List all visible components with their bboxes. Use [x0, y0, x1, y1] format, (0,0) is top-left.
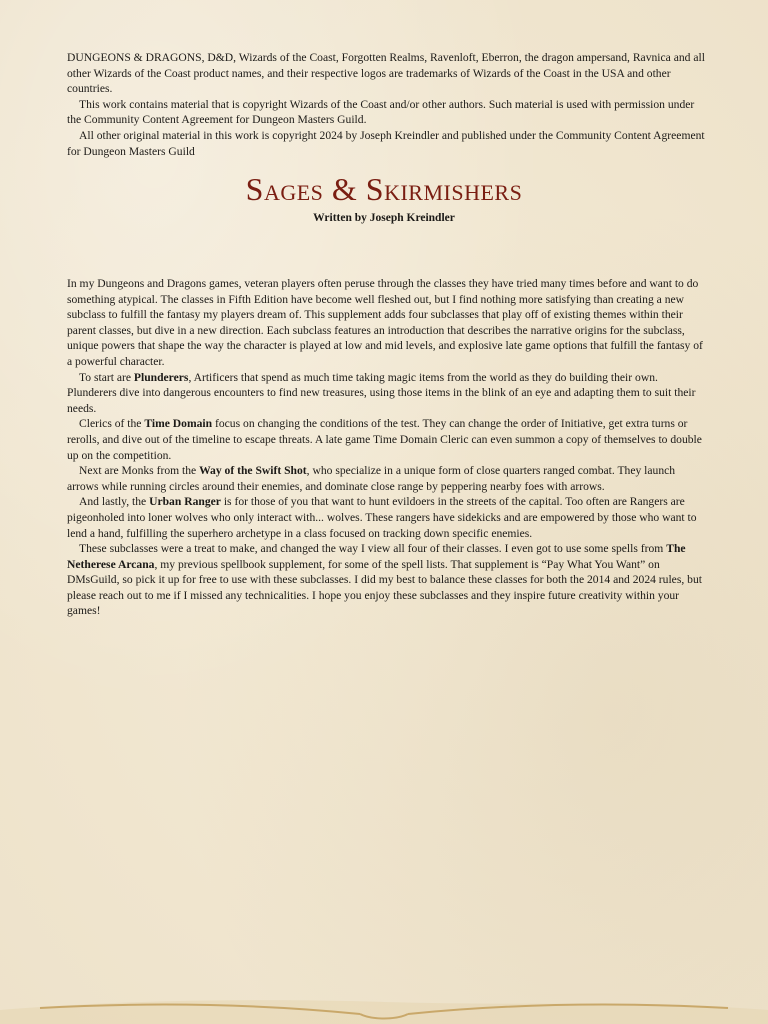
trademark-notice: DUNGEONS & DRAGONS, D&D, Wizards of the Coast, Forgotten Realms, Ravenloft, Eberron, the dragon ampersand, Ravnica and all other Wizards of the Coast product names, and their respective logos are trademarks of Wizards of the Coast in the USA and other countries. [67, 51, 705, 96]
paragraph-text: is for those of you that want to hunt evildoers in the streets of the capital. Too often are Rangers are pigeonholed into loner wolves who only interact with... wolves. These rangers have sidekicks and are empowered by those who want to lend a hand, fulfilling the superhero archetype in a class focused on tracking down specific enemies. [67, 495, 697, 540]
urban-ranger-paragraph [67, 494, 707, 541]
paragraph-text: These subclasses were a treat to make, and changed the way I view all four of their classes. I even got to use some spells from [79, 542, 667, 556]
subclass-name-swift-shot: Way of the Swift Shot [199, 464, 307, 478]
paragraph-text: Clerics of the [79, 417, 145, 431]
closing-paragraph [67, 541, 707, 619]
author-byline: Written by Joseph Kreindler [313, 212, 455, 224]
introduction-body [67, 276, 707, 619]
intro-paragraph: In my Dungeons and Dragons games, veteran players often peruse through the classes they have tried many times before and want to do something atypical. The classes in Fifth Edition have become well fleshed out, but I find nothing more satisfying than creating a new subclass to fulfill the fantasy my players dream of. This supplement adds four subclasses that play off of existing themes within their parent classes, but dive in a new direction. Each subclass features an introduction that describes the narrative origins for the subclass, unique powers that shape the way the character is played at low and mid levels, and explosive late game options that fulfill the fantasy of a powerful character. [67, 277, 703, 368]
legal-notice [67, 50, 707, 159]
paragraph-text: To start are [79, 370, 134, 384]
subclass-name-plunderers: Plunderers [133, 370, 189, 384]
paragraph-text: And lastly, the [79, 495, 150, 509]
time-domain-paragraph [67, 416, 707, 463]
paragraph-text: , my previous spellbook supplement, for some of the spell lists. That supplement is “Pay What You Want” on DMsGuild, so pick it up for free to use with these subclasses. I did my best to balance these classes for both the 2014 and 2024 rules, but please reach out to me if I missed any technicalities. I hope you enjoy these subclasses and they inspire future creativity within your games! [67, 557, 702, 618]
paragraph-text: Next are Monks from the [79, 464, 200, 478]
document-title: Sages & Skirmishers [245, 171, 523, 207]
footer-ornament [0, 990, 768, 1024]
paragraph-text: focus on changing the conditions of the test. They can change the order of Initiative, get extra turns or rerolls, and dive out of the timeline to escape threats. A late game Time Domain Cleric can even summon a copy of themselves to double up on the competition. [67, 417, 702, 462]
footer-swoosh [0, 1000, 768, 1024]
wotc-copyright-notice: This work contains material that is copyright Wizards of the Coast and/or other authors. Such material is used with permission under the Community Content Agreement for Dungeon Masters Guild. [67, 97, 695, 127]
swift-shot-paragraph [67, 463, 707, 494]
paragraph-text: , Artificers that spend as much time taking magic items from the world as they do building their own. Plunderers dive into dangerous encounters to find new treasures, using those items in the blink of an eye and adapting them to suit their needs. [67, 370, 696, 415]
netherese-arcana-reference: The Netherese Arcana [67, 542, 686, 571]
subclass-name-time-domain: Time Domain [144, 417, 213, 431]
paragraph-text: , who specialize in a unique form of close quarters ranged combat. They launch arrows while running circles around their enemies, and dominate close range by peppering nearby foes with arrows. [67, 464, 676, 493]
plunderers-paragraph [67, 370, 707, 417]
author-copyright-notice: All other original material in this work is copyright 2024 by Joseph Kreindler and published under the Community Content Agreement for Dungeon Masters Guild [67, 128, 705, 158]
subclass-name-urban-ranger: Urban Ranger [149, 495, 221, 509]
